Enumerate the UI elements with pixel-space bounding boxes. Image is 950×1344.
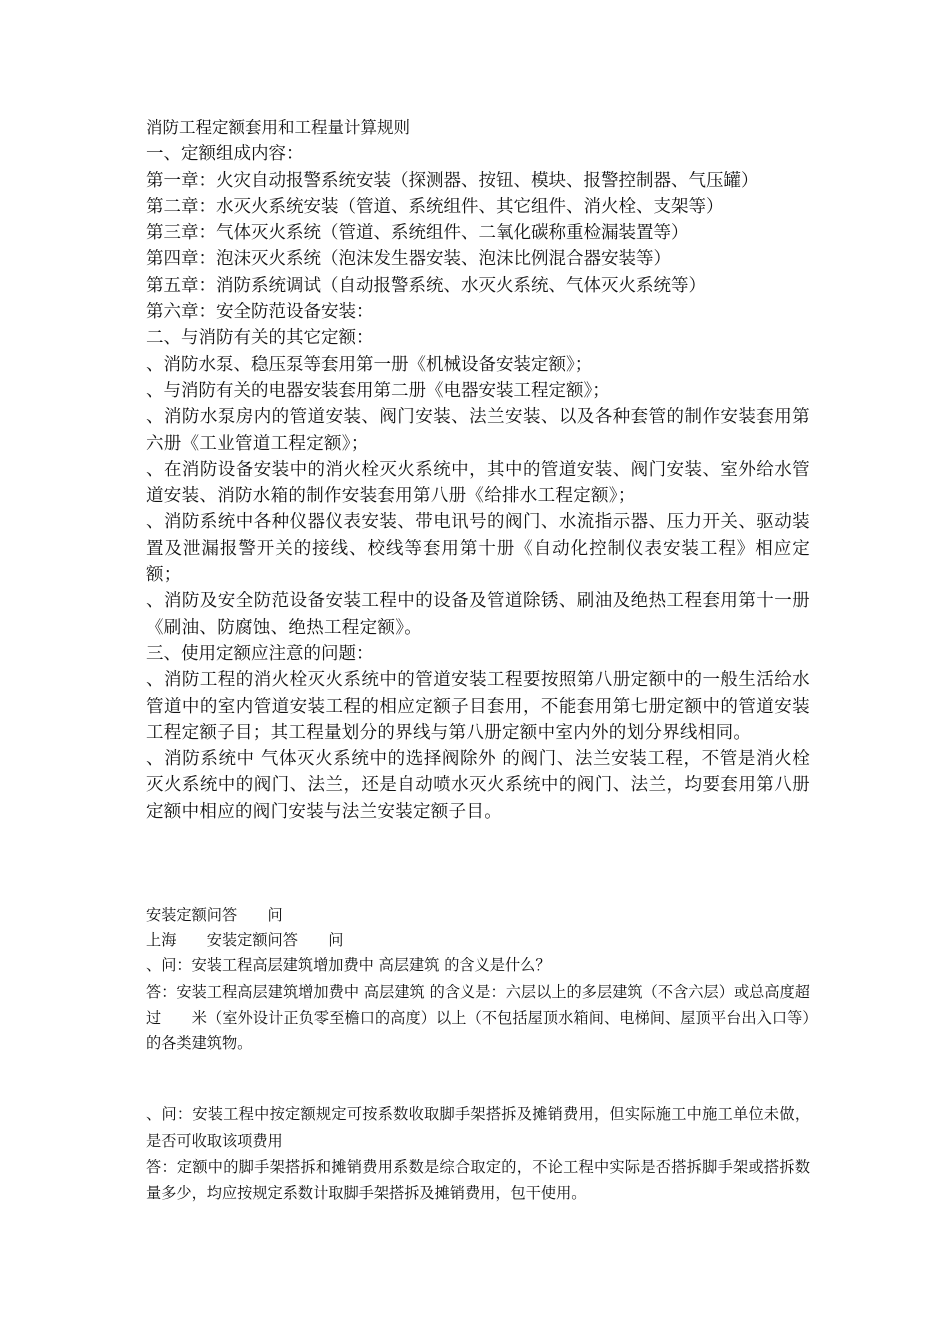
heading-related-quotas: 二、与消防有关的其它定额： [146, 328, 374, 349]
answer: 答：安装工程高层建筑增加费中 高层建筑 的含义是：六层以上的多层建筑（不含六层）或总高度超过 米（室外设计正负零至檐口的高度）以上（不包括屋顶水箱间、电梯间、屋顶平台出入口等）的各类建筑物。 [146, 983, 810, 1052]
related-item: 、与消防有关的电器安装套用第二册《电器安装工程定额》； [146, 380, 610, 401]
usage-note: 、消防工程的消火栓灭火系统中的管道安装工程要按照第八册定额中的一般生活给水管道中的室内管道安装工程的相应定额子目套用，不能套用第七册定额中的管道安装工程定额子目；其工程量划分的界线与第八册定额中室内外的划分界线相同。 [146, 670, 810, 743]
fire-engineering-section [146, 115, 810, 825]
question: 、问：安装工程中按定额规定可按系数收取脚手架搭拆及摊销费用，但实际施工中施工单位未做，是否可收取该项费用 [146, 1105, 810, 1150]
usage-note: 、消防系统中 气体灭火系统中的选择阀除外 的阀门、法兰安装工程，不管是消火栓灭火系统中的阀门、法兰，还是自动喷水灭火系统中的阀门、法兰，均要套用第八册定额中相应的阀门安装与法兰安装定额子目。 [146, 749, 810, 822]
heading-quota-composition: 一、定额组成内容： [146, 144, 304, 165]
chapter-line: 第六章：安全防范设备安装： [146, 302, 374, 323]
chapter-line: 第一章：火灾自动报警系统安装（探测器、按钮、模块、报警控制器、气压罐） [146, 170, 759, 191]
chapter-line: 第二章：水灭火系统安装（管道、系统组件、其它组件、消火栓、支架等） [146, 196, 724, 217]
qa-section-2 [146, 1101, 810, 1206]
heading-usage-notes: 三、使用定额应注意的问题： [146, 643, 374, 664]
chapter-line: 第四章：泡沫灭火系统（泡沫发生器安装、泡沫比例混合器安装等） [146, 249, 671, 270]
qa-subheading: 上海 安装定额问答 问 [146, 931, 344, 949]
related-item: 、消防及安全防范设备安装工程中的设备及管道除锈、刷油及绝热工程套用第十一册《刷油、防腐蚀、绝热工程定额》。 [146, 591, 810, 638]
qa-heading: 安装定额问答 问 [146, 906, 283, 924]
qa-section-1 [146, 903, 810, 1057]
related-item: 、消防水泵、稳压泵等套用第一册《机械设备安装定额》； [146, 354, 593, 375]
document-title: 消防工程定额套用和工程量计算规则 [146, 118, 410, 137]
chapter-line: 第三章：气体灭火系统（管道、系统组件、二氧化碳称重检漏装置等） [146, 223, 689, 244]
chapter-line: 第五章：消防系统调试（自动报警系统、水灭火系统、气体灭火系统等） [146, 275, 706, 296]
question: 、问：安装工程高层建筑增加费中 高层建筑 的含义是什么？ [146, 956, 551, 974]
related-item: 、在消防设备安装中的消火栓灭火系统中，其中的管道安装、阀门安装、室外给水管道安装、消防水箱的制作安装套用第八册《给排水工程定额》； [146, 459, 810, 507]
answer: 答：定额中的脚手架搭拆和摊销费用系数是综合取定的，不论工程中实际是否搭拆脚手架或搭拆数量多少，均应按规定系数计取脚手架搭拆及摊销费用，包干使用。 [146, 1158, 810, 1202]
related-item: 、消防系统中各种仪器仪表安装、带电讯号的阀门、水流指示器、压力开关、驱动装置及泄漏报警开关的接线、校线等套用第十册《自动化控制仪表安装工程》相应定额； [146, 512, 810, 586]
related-item: 、消防水泵房内的管道安装、阀门安装、法兰安装、以及各种套管的制作安装套用第六册《工业管道工程定额》； [146, 407, 810, 454]
